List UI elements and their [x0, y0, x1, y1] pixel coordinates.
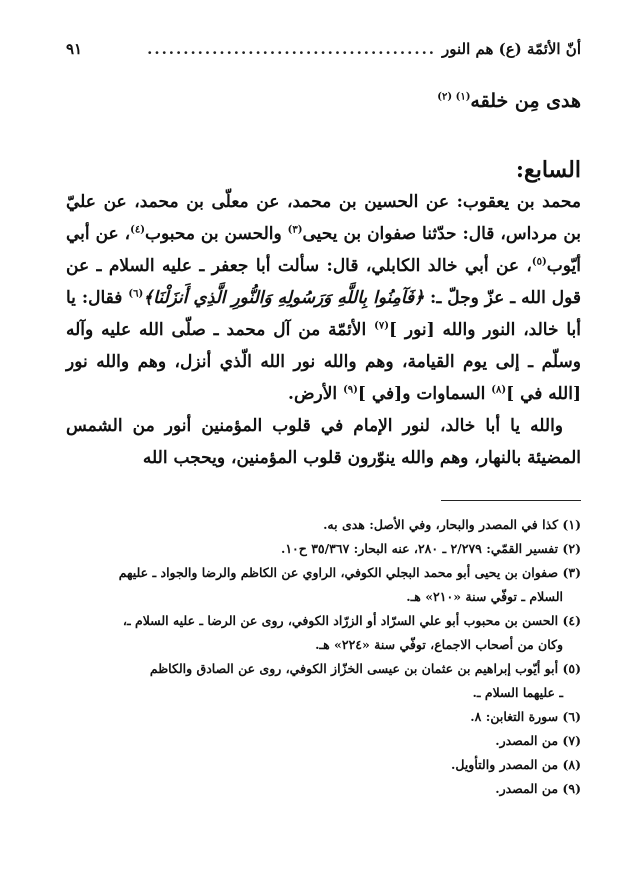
footnotes — [66, 513, 581, 801]
footnote-ref: (٩) — [343, 384, 358, 396]
footnote-ref: (٦) — [128, 288, 144, 300]
footnote-line: (٢) تفسير القمّي: ٢/٢٧٩ ـ ٢٨٠، عنه البحار: ٣٥/٣٦٧ ح١٠. — [280, 541, 581, 556]
footnote-line: وكان من أصحاب الاجماع، توفّي سنة «٢٢٤» هـ. — [315, 637, 563, 652]
narration-paragraph — [66, 186, 581, 410]
footnote-line: (٣) صفوان بن يحيى أبو محمد البجلي الكوفي، الراوي عن الكاظم والرضا والجواد ـ عليهم — [118, 565, 581, 580]
text-span: ، عن أبي أيّوب — [66, 224, 581, 276]
text-span: السماوات و[في ] — [357, 384, 492, 404]
leader-dots: ........................................ — [147, 40, 437, 58]
footnote-item — [66, 657, 581, 705]
footnote-item — [66, 537, 581, 561]
footnote-ref: (٥) — [531, 256, 547, 268]
footnote-ref: (١) (٢) — [437, 91, 471, 103]
footnote-divider — [441, 500, 581, 501]
footnote-item — [66, 729, 581, 753]
text-span: الأرض. — [288, 384, 344, 404]
footnote-ref: (٣) — [287, 224, 303, 236]
footnote-item — [66, 753, 581, 777]
text-span: ، عن أبي خالد الكابلي، قال: سألت أبا جعفر ـ عليه السلام ـ عن قول الله ـ عزّ وجلّ ـ: — [66, 256, 582, 308]
text-span: والحسن بن محبوب — [144, 224, 288, 244]
footnote-item — [66, 777, 581, 801]
footnote-item — [66, 561, 581, 609]
footnote-line: (٩) من المصدر. — [495, 781, 581, 796]
footnote-line: (٧) من المصدر. — [495, 733, 581, 748]
footnote-ref: (٤) — [130, 224, 145, 236]
footnote-line: (٦) سورة التغابن: ٨. — [470, 709, 581, 724]
section-heading: السابع: — [515, 157, 581, 183]
text-span: عن الحسين بن محمد، عن معلّى بن محمد، عن عليّ بن مرداس، قال: حدّثنا صفوان بن يحيى — [66, 192, 581, 244]
footnote-line: السلام ـ توفّي سنة «٢١٠» هـ. — [406, 589, 563, 604]
footnote-line: ـ عليهما السلام ـ. — [472, 685, 563, 700]
text-span: فقال: يا أبا خالد، النور والله [نور ] — [66, 288, 581, 340]
page-number: ٩١ — [66, 40, 83, 58]
quran-verse: ﴿فَآمِنُوا بِاللَّهِ وَرَسُولِهِ وَالنُّورِ الَّذِي أَنزَلْنَا﴾ — [143, 288, 425, 308]
text-span: الأئمّة من آل محمد ـ صلّى الله عليه وآله وسلّم ـ إلى يوم القيامة، وهم والله نور الله الّذي أنزل، وهم والله نور [الله في ] — [66, 320, 581, 404]
footnote-line: (٥) أبو أيّوب إبراهيم بن عثمان بن عيسى الخزّاز الكوفي، روى عن الصادق والكاظم — [149, 661, 581, 676]
running-title: أنّ الأئمّة (ع) هم النور — [442, 40, 581, 58]
narrator-lead: محمد بن يعقوب: — [456, 192, 582, 212]
footnote-line: (٤) الحسن بن محبوب أبو علي السرّاد أو الزرّاد الكوفي، روى عن الرضا ـ عليه السلام ـ، — [122, 613, 581, 628]
footnote-item — [66, 609, 581, 657]
footnote-item — [66, 513, 581, 537]
continuation-paragraph: والله يا أبا خالد، لنور الإمام في قلوب المؤمنين أنور من الشمس المضيئة بالنهار، وهم والله ينوّرون قلوب المؤمنين، ويحجب الله — [66, 416, 581, 468]
carry-over-text: هدى مِن خلقه — [470, 90, 581, 112]
book-page — [66, 40, 581, 870]
footnote-line: (٨) من المصدر والتأويل. — [451, 757, 581, 772]
footnote-ref: (٧) — [374, 320, 389, 332]
footnote-item — [66, 705, 581, 729]
footnote-ref: (٨) — [491, 384, 507, 396]
page-header — [66, 40, 581, 66]
carry-over-line — [66, 86, 581, 116]
footnote-line: (١) كذا في المصدر والبحار، وفي الأصل: هدى به. — [323, 517, 581, 532]
